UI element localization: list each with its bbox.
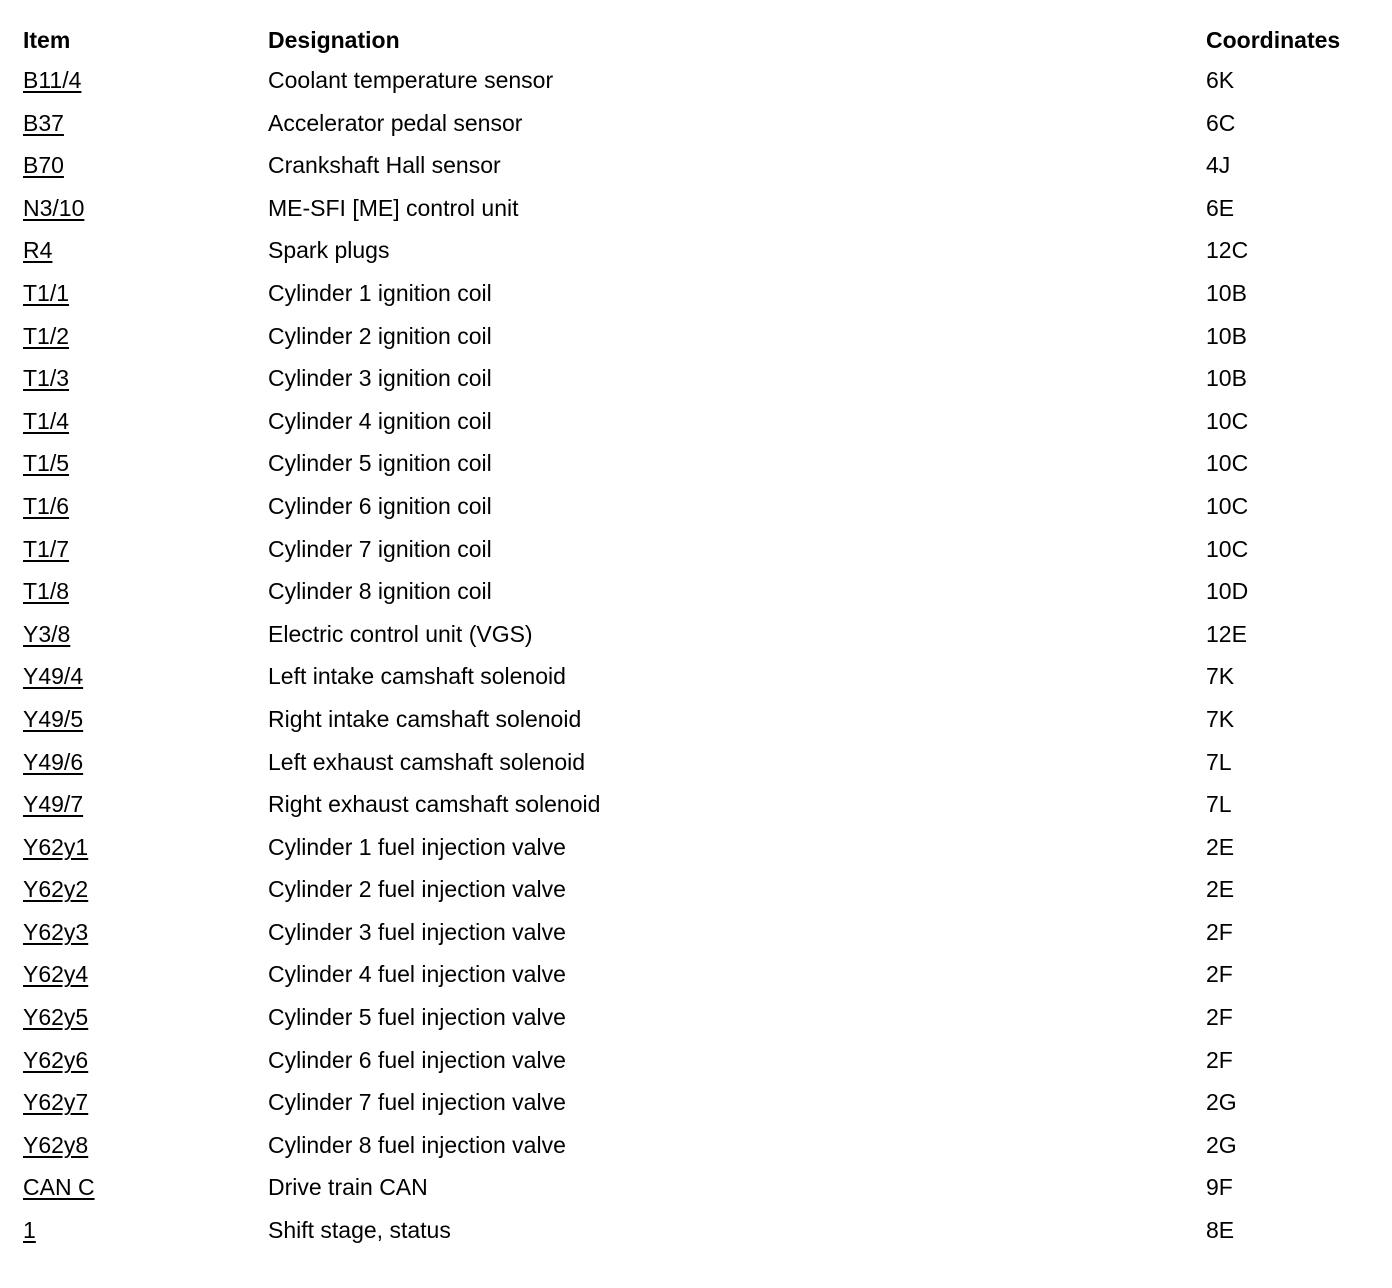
item-link[interactable]: CAN C [23,1174,95,1201]
designation-cell: Crankshaft Hall sensor [268,152,501,179]
table-row [23,277,1383,320]
table-row [23,703,1383,746]
item-link[interactable]: T1/3 [23,365,70,392]
designation-cell: Cylinder 3 fuel injection valve [268,918,566,945]
table-row [23,916,1383,959]
coordinates-cell: 2F [1206,1046,1233,1073]
coordinates-cell: 7L [1206,748,1232,775]
item-cell [23,234,52,267]
item-cell [23,873,88,906]
item-cell [23,64,81,97]
item-cell [23,831,88,864]
table-row [23,1129,1383,1172]
item-cell [23,618,70,651]
table-row [23,405,1383,448]
designation-cell: Cylinder 2 ignition coil [268,322,492,349]
designation-cell: Cylinder 6 fuel injection valve [268,1046,566,1073]
coordinates-cell: 10C [1206,450,1249,477]
table-row [23,234,1383,277]
item-cell [23,1171,95,1204]
coordinates-cell: 6K [1206,67,1235,93]
designation-cell: Cylinder 6 ignition coil [268,492,492,519]
coordinates-cell: 2F [1206,961,1233,988]
designation-cell: Cylinder 3 ignition coil [268,365,492,392]
item-link[interactable]: Y62y8 [23,1131,89,1158]
item-cell [23,575,69,608]
designation-cell: Cylinder 4 ignition coil [268,407,492,434]
designation-cell: Cylinder 1 fuel injection valve [268,833,566,860]
item-cell [23,149,64,182]
item-link[interactable]: T1/7 [23,535,70,562]
coordinates-cell: 9F [1206,1174,1233,1201]
table-row [23,575,1383,618]
table-row [23,958,1383,1001]
item-cell [23,1086,88,1119]
designation-cell: Cylinder 4 fuel injection valve [268,961,566,988]
item-cell [23,746,83,779]
item-link[interactable]: Y49/7 [23,791,84,818]
item-cell [23,788,83,821]
item-link[interactable]: T1/6 [23,492,70,519]
coordinates-cell: 10B [1206,322,1247,349]
item-link[interactable]: B70 [23,152,64,179]
designation-cell: Accelerator pedal sensor [268,109,523,136]
designation-cell: Coolant temperature sensor [268,67,554,93]
designation-cell: ME-SFI [ME] control unit [268,194,519,221]
designation-cell: Cylinder 5 ignition coil [268,450,492,477]
table-row [23,873,1383,916]
item-link[interactable]: T1/4 [23,407,70,434]
item-link[interactable]: R4 [23,237,53,264]
item-cell [23,490,69,523]
coordinates-cell: 12E [1206,620,1247,647]
item-cell [23,1214,36,1247]
item-link[interactable]: Y62y5 [23,1004,89,1031]
item-link[interactable]: Y62y6 [23,1046,89,1073]
designation-cell: Left exhaust camshaft solenoid [268,748,586,775]
item-link[interactable]: 1 [23,1217,36,1244]
designation-cell: Cylinder 7 ignition coil [268,535,492,562]
table-row [23,746,1383,789]
designation-cell: Right intake camshaft solenoid [268,705,582,732]
item-cell [23,277,69,310]
designation-cell: Drive train CAN [268,1174,428,1201]
table-row [23,149,1383,192]
item-link[interactable]: Y62y2 [23,876,89,903]
header-designation: Designation [268,27,400,53]
designation-cell: Cylinder 7 fuel injection valve [268,1089,566,1116]
coordinates-cell: 6E [1206,194,1235,221]
item-cell [23,916,88,949]
coordinates-cell: 7L [1206,791,1232,818]
item-link[interactable]: Y62y7 [23,1089,89,1116]
coordinates-cell: 12C [1206,237,1249,264]
item-link[interactable]: Y62y4 [23,961,89,988]
table-row [23,660,1383,703]
coordinates-cell: 7K [1206,705,1235,732]
item-link[interactable]: Y3/8 [23,620,71,647]
designation-cell: Cylinder 5 fuel injection valve [268,1004,566,1031]
coordinates-cell: 2G [1206,1089,1237,1116]
table-row [23,1086,1383,1129]
coordinates-cell: 10B [1206,279,1247,306]
coordinates-cell: 10B [1206,365,1247,392]
designation-cell: Shift stage, status [268,1217,451,1244]
item-link[interactable]: T1/8 [23,578,70,605]
table-row [23,1001,1383,1044]
item-cell [23,958,88,991]
item-link[interactable]: B37 [23,109,64,136]
item-link[interactable]: T1/5 [23,450,70,477]
table-row [23,320,1383,363]
item-link[interactable]: B11/4 [23,67,82,93]
coordinates-cell: 6C [1206,109,1236,136]
table-row [23,192,1383,235]
coordinates-cell: 4J [1206,152,1231,179]
designation-cell: Left intake camshaft solenoid [268,663,566,690]
table-row [23,490,1383,533]
designation-cell: Electric control unit (VGS) [268,620,533,647]
item-cell [23,1129,88,1162]
item-link[interactable]: Y62y1 [23,833,89,860]
coordinates-cell: 10C [1206,535,1249,562]
table-row [23,1044,1383,1087]
coordinates-cell: 8E [1206,1217,1235,1244]
table-row [23,1171,1383,1214]
table-row [23,107,1383,150]
table-row [23,831,1383,874]
item-link[interactable]: Y49/5 [23,705,84,732]
table-row [23,533,1383,576]
designation-cell: Cylinder 8 ignition coil [268,578,492,605]
table-row [23,618,1383,661]
table-row [23,1214,1383,1257]
item-cell [23,533,69,566]
coordinates-cell: 2F [1206,918,1233,945]
coordinates-cell: 2G [1206,1131,1237,1158]
item-cell [23,703,83,736]
designation-cell: Spark plugs [268,237,390,264]
item-cell [23,1001,88,1034]
item-cell [23,405,69,438]
designation-cell: Cylinder 2 fuel injection valve [268,876,566,903]
item-cell [23,362,69,395]
table-body [23,64,1383,1257]
table-row [23,788,1383,831]
item-link[interactable]: N3/10 [23,194,85,221]
coordinates-cell: 2F [1206,1004,1233,1031]
header-item: Item [23,27,71,53]
item-cell [23,447,69,480]
coordinates-cell: 2E [1206,833,1235,860]
header-coordinates: Coordinates [1206,27,1341,53]
designation-cell: Cylinder 1 ignition coil [268,279,492,306]
table-header-row [23,24,1383,64]
coordinates-cell: 7K [1206,663,1235,690]
item-link[interactable]: Y49/4 [23,663,84,690]
item-cell [23,1044,88,1077]
item-link[interactable]: T1/1 [23,279,70,306]
item-cell [23,660,83,693]
item-link[interactable]: Y49/6 [23,748,84,775]
designation-cell: Cylinder 8 fuel injection valve [268,1131,566,1158]
coordinates-cell: 10C [1206,407,1249,434]
coordinates-cell: 10C [1206,492,1249,519]
item-cell [23,320,69,353]
table-row [23,64,1383,107]
item-cell [23,107,64,140]
coordinates-cell: 2E [1206,876,1235,903]
item-cell [23,192,84,225]
coordinates-cell: 10D [1206,578,1249,605]
item-link[interactable]: T1/2 [23,322,70,349]
item-link[interactable]: Y62y3 [23,918,89,945]
component-legend-table [23,24,1383,1257]
table-row [23,362,1383,405]
designation-cell: Right exhaust camshaft solenoid [268,791,601,818]
table-row [23,447,1383,490]
